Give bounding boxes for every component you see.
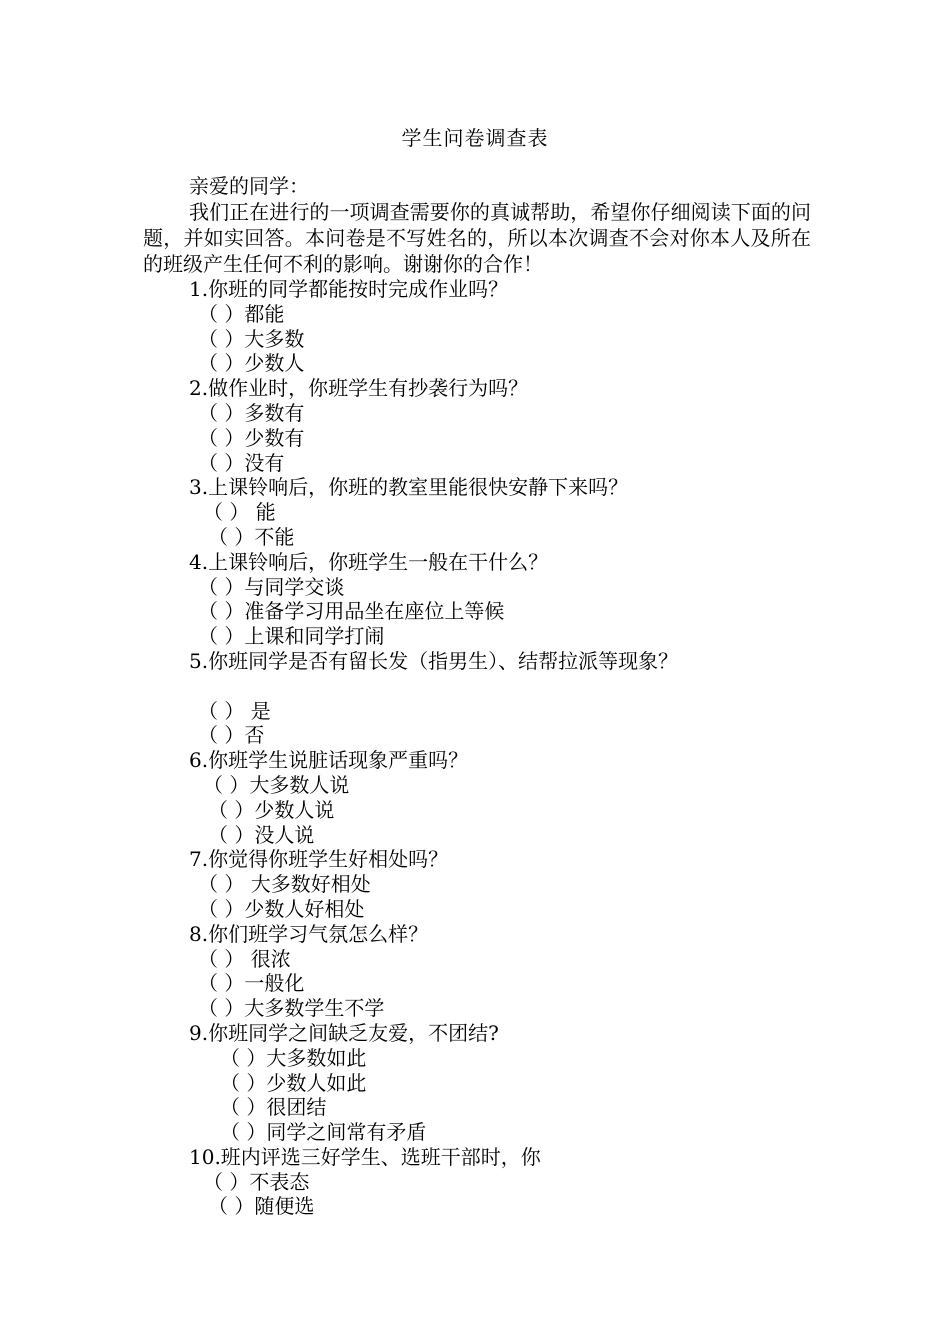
option-7-2: （ ）少数人好相处 <box>198 896 365 921</box>
question-8: 8.你们班学习气氛怎么样？ <box>189 921 429 946</box>
option-4-3: （ ）上课和同学打闹 <box>198 624 385 649</box>
question-1: 1.你班的同学都能按时完成作业吗？ <box>189 277 509 301</box>
option-8-2: （ ）一般化 <box>198 971 305 996</box>
question-5: 5.你班同学是否有留长发（指男生）、结帮拉派等现象？ <box>189 648 679 673</box>
option-2-2: （ ）少数有 <box>198 425 305 450</box>
option-3-1: （ ） 能 <box>203 500 276 525</box>
document-title: 学生问卷调查表 <box>401 126 549 150</box>
option-7-1: （ ） 大多数好相处 <box>198 872 371 897</box>
option-1-3: （ ）少数人 <box>198 351 305 376</box>
option-8-3: （ ）大多数学生不学 <box>198 996 385 1021</box>
option-2-3: （ ）没有 <box>198 450 285 475</box>
survey-content <box>143 173 811 1219</box>
option-5-2: （ ）否 <box>198 723 265 748</box>
blank-line <box>143 674 811 699</box>
option-3-2: （ ）不能 <box>208 524 295 549</box>
option-6-2: （ ）少数人说 <box>208 797 335 822</box>
question-3: 3.上课铃响后，你班的教室里能很快安静下来吗？ <box>189 475 629 500</box>
option-10-2: （ ）随便选 <box>208 1194 315 1219</box>
option-9-2: （ ）少数人如此 <box>220 1070 367 1095</box>
option-5-1: （ ） 是 <box>198 698 271 723</box>
option-6-1: （ ）大多数人说 <box>203 772 350 797</box>
question-2: 2.做作业时，你班学生有抄袭行为吗？ <box>189 376 529 401</box>
option-10-1: （ ）不表态 <box>203 1169 310 1194</box>
option-9-3: （ ）很团结 <box>220 1095 327 1120</box>
question-4: 4.上课铃响后，你班学生一般在干什么？ <box>189 549 549 574</box>
option-9-1: （ ）大多数如此 <box>220 1045 367 1070</box>
option-6-3: （ ）没人说 <box>208 822 315 847</box>
option-2-1: （ ）多数有 <box>198 400 305 425</box>
option-1-1: （ ）都能 <box>198 301 285 326</box>
intro-paragraph: 我们正在进行的一项调查需要你的真诚帮助，希望你仔细阅读下面的问题，并如实回答。本问卷是不写姓名的，所以本次调查不会对你本人及所在的班级产生任何不利的影响。谢谢你的合作！ <box>143 200 811 276</box>
question-10: 10.班内评选三好学生、选班干部时，你 <box>189 1144 541 1169</box>
question-6: 6.你班学生说脏话现象严重吗？ <box>189 748 469 773</box>
question-7: 7.你觉得你班学生好相处吗？ <box>189 847 449 872</box>
option-1-2: （ ）大多数 <box>198 326 305 351</box>
option-8-1: （ ） 很浓 <box>198 946 291 971</box>
option-4-2: （ ）准备学习用品坐在座位上等候 <box>198 599 505 624</box>
option-9-4: （ ）同学之间常有矛盾 <box>220 1120 427 1145</box>
greeting: 亲爱的同学： <box>189 174 309 198</box>
question-9: 9.你班同学之间缺乏友爱，不团结? <box>189 1020 499 1045</box>
option-4-1: （ ）与同学交谈 <box>198 574 345 599</box>
